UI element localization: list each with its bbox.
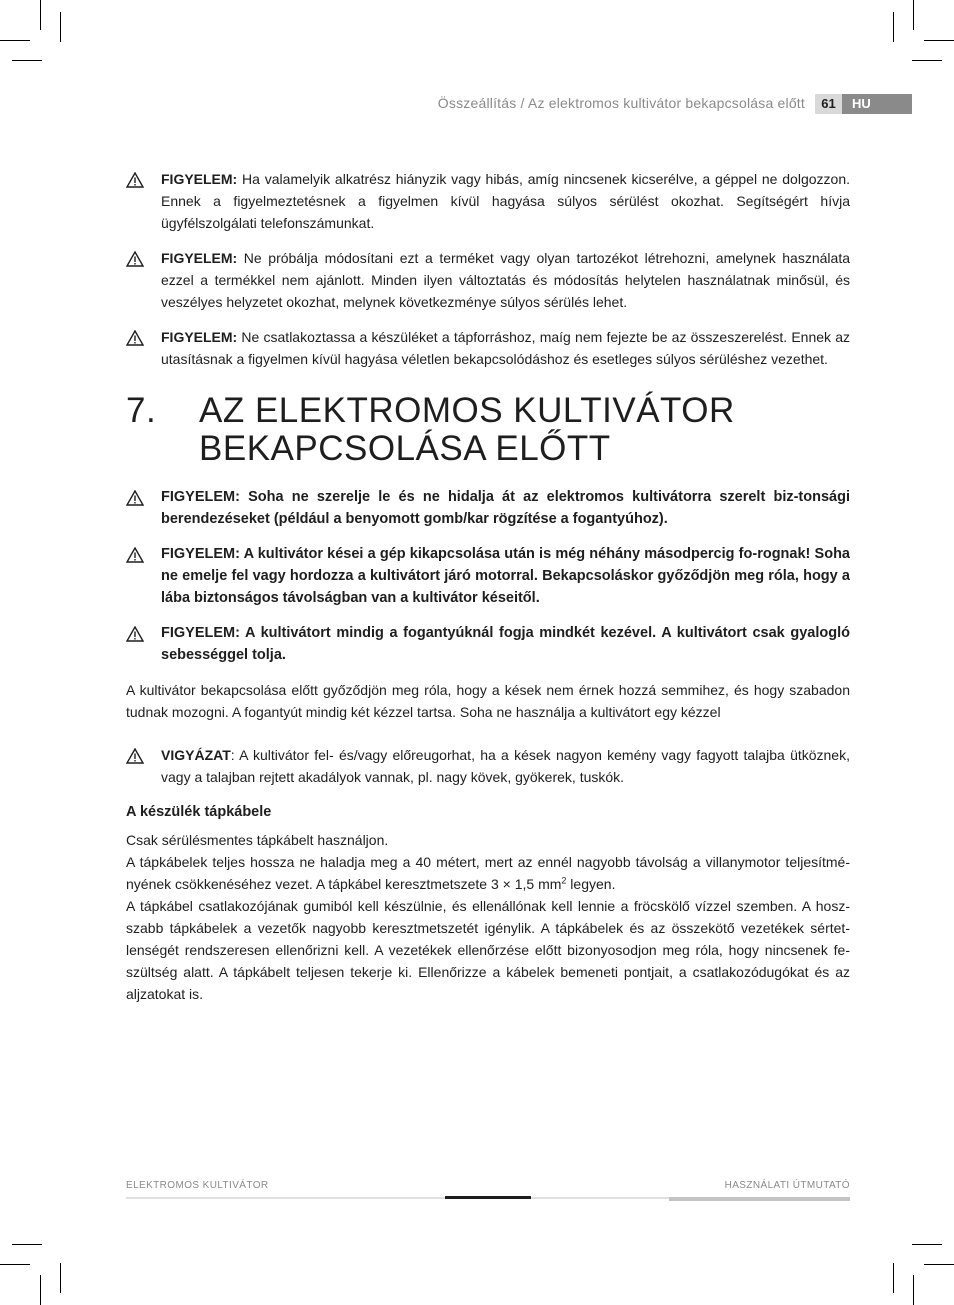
warning-label: FIGYELEM: [161, 171, 238, 187]
crop-mark [913, 0, 914, 30]
header-title: Összeállítás / Az elektromos kultivátor bekapcsolása előtt [437, 95, 805, 111]
footer-rule [669, 1197, 850, 1201]
footer-rule [126, 1197, 445, 1199]
warning-block [126, 486, 850, 530]
caution-block [126, 744, 850, 788]
caution-label: VIGYÁZAT [161, 747, 231, 763]
footer-rule [445, 1196, 531, 1199]
warning-text: FIGYELEM: A kultivátort mindig a fogantyúknál fogja mindkét kezével. A kultivátort csak gyalogló sebességgel tolja. [161, 625, 850, 663]
warning-triangle-icon [126, 547, 144, 563]
crop-mark [12, 60, 42, 61]
warning-text: Ne csatlakoztassa a készüléket a tápforráshoz, maíg nem fejezte be az összeszerelést. Ennek az utasításnak a figyelmen kívül hagyása véletlen bekapcsolódáshoz és esetleges súlyos sérüléshez vezethet. [161, 329, 850, 367]
cable-line [126, 851, 850, 895]
cable-line: Csak sérülésmentes tápkábelt használjon. [126, 832, 389, 848]
warning-triangle-icon [126, 626, 144, 642]
warning-block [126, 247, 850, 313]
section-heading [126, 392, 850, 468]
body-paragraph: A kultivátor bekapcsolása előtt győződjön meg róla, hogy a kések nem érnek hozzá semmihez, és hogy szabadon tudnak mozogni. A fogantyút mindig két kézzel tartsa. Soha ne használja a kultivátort egy kézzel [126, 682, 850, 720]
warning-label: FIGYELEM: [161, 329, 238, 345]
warning-block [126, 543, 850, 609]
crop-mark [40, 1275, 41, 1305]
crop-mark [912, 60, 942, 61]
cable-text: A tápkábelek teljes hossza ne haladja meg a 40 métert, mert az ennél nagyobb távolság a villanymotor teljesítmé-nyének csökkenéséhez vezet. A tápkábel keresztmetszete 3 × 1,5 mm [126, 854, 850, 892]
footer-left: ELEKTROMOS KULTIVÁTOR [126, 1180, 269, 1191]
warning-triangle-icon [126, 251, 144, 267]
warning-block [126, 326, 850, 370]
section-title-line: AZ ELEKTROMOS KULTIVÁTOR [199, 391, 735, 430]
crop-mark [60, 1263, 61, 1293]
page-content [126, 168, 850, 1005]
warning-triangle-icon [126, 748, 144, 764]
cable-line: A tápkábel csatlakozójának gumiból kell készülnie, és ellenállónak kell lennie a fröcskölő vízzel szemben. A hosz-szabb tápkábelek a vezetők nagyobb keresztmetszetét igénylik. A tápkábelek és az összekötő vezetékek sértet-lenségét rendszeresen ellenőrizni kell. A vezetékek ellenőrzése előtt bizonyosodjon meg róla, hogy nincsenek fe-szültség alatt. A tápkábelt teljesen tekerje ki. Ellenőrizze a kábelek bemeneti pontjait, a csatlakozódugókat és az aljzatokat is. [126, 898, 850, 1002]
warning-label: FIGYELEM: [161, 250, 238, 266]
crop-mark [40, 0, 41, 30]
crop-mark [924, 40, 954, 41]
crop-mark [0, 1264, 30, 1265]
warning-triangle-icon [126, 330, 144, 346]
section-title [199, 392, 735, 468]
language-tab: HU [842, 94, 912, 114]
subsection-heading: A készülék tápkábele [126, 804, 272, 820]
superscript: 2 [561, 875, 567, 886]
page-number: 61 [815, 94, 842, 114]
warning-block [126, 168, 850, 234]
cable-text: legyen. [566, 876, 616, 892]
footer-rule [531, 1197, 669, 1199]
crop-mark [913, 1275, 914, 1305]
crop-mark [12, 1244, 42, 1245]
warning-text: Ne próbálja módosítani ezt a terméket vagy olyan tartozékot létrehozni, amelynek használata ezzel a termékkel nem ajánlott. Minden ilyen változtatás és módosítás helytelen használatnak minősül, és veszélyes helyzetet okozhat, melynek következménye súlyos sérülés lehet. [161, 250, 850, 310]
warning-block [126, 622, 850, 666]
crop-mark [893, 12, 894, 42]
crop-mark [924, 1264, 954, 1265]
section-number: 7. [126, 391, 157, 430]
caution-text: : A kultivátor fel- és/vagy előreugorhat, ha a kések nagyon kemény vagy fagyott talajba ütköznek, vagy a talajban rejtett akadályok vannak, pl. nagy kövek, gyökerek, tuskók. [161, 747, 850, 785]
footer-right: HASZNÁLATI ÚTMUTATÓ [724, 1180, 850, 1191]
crop-mark [60, 12, 61, 42]
crop-mark [893, 1263, 894, 1293]
section-title-line: BEKAPCSOLÁSA ELŐTT [199, 429, 611, 468]
warning-text: FIGYELEM: Soha ne szerelje le és ne hidalja át az elektromos kultivátorra szerelt biz-tonsági berendezéseket (például a benyomott gomb/kar rögzítése a fogantyúhoz). [161, 489, 850, 527]
warning-triangle-icon [126, 172, 144, 188]
warning-triangle-icon [126, 490, 144, 506]
warning-text: Ha valamelyik alkatrész hiányzik vagy hibás, amíg nincsenek kicserélve, a géppel ne dolgozzon. Ennek a figyelmeztetésnek a figyelmen kívül hagyása súlyos sérülést okozhat. Segítségért hívja ügyfélszolgálati telefonszámunkat. [161, 171, 850, 231]
crop-mark [0, 40, 30, 41]
warning-text: FIGYELEM: A kultivátor kései a gép kikapcsolása után is még néhány másodpercig fo-rognak! Soha ne emelje fel vagy hordozza a kultivátort járó motorral. Bekapcsoláskor győződjön meg róla, hogy a lába biztonságos távolságban van a kultivátor késeitől. [161, 546, 850, 606]
crop-mark [912, 1244, 942, 1245]
